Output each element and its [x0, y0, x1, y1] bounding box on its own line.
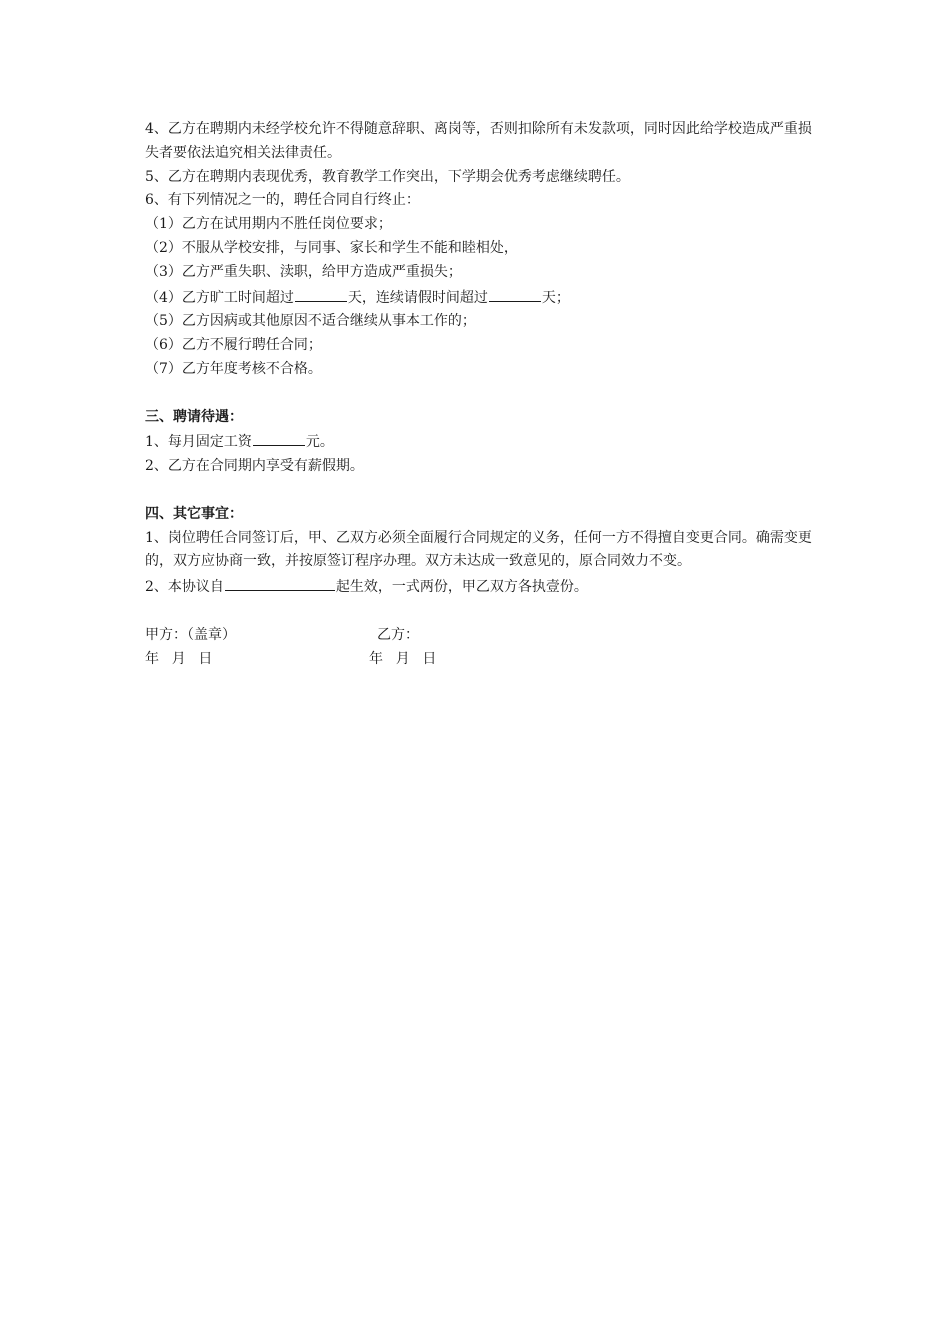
date-row — [145, 648, 815, 672]
contract-page — [145, 118, 815, 671]
clause-termination-intro: 6、有下列情况之一的，聘任合同自行终止： — [145, 192, 420, 209]
spacer — [145, 600, 815, 624]
contract-change-clause: 1、岗位聘任合同签订后，甲、乙双方必须全面履行合同规定的义务，任何一方不得擅自变更合同。确需变更的，双方应协商一致，并按原签订程序办理。双方未达成一致意见的，原合同效力不变。 — [145, 529, 812, 570]
section-3-heading: 三、聘请待遇： — [145, 408, 243, 425]
party-b-month: 月 — [395, 650, 410, 667]
spacer — [145, 479, 815, 503]
effective-date-clause — [145, 574, 815, 600]
clause-performance: 5、乙方在聘期内表现优秀，教育教学工作突出，下学期会优秀考虑继续聘任。 — [145, 168, 630, 185]
spacer — [145, 382, 815, 406]
salary-text-a: 1、每月固定工资 — [145, 434, 252, 451]
party-b-date — [369, 648, 437, 672]
leave-days-blank[interactable] — [489, 285, 541, 302]
clause-resignation: 4、乙方在聘期内未经学校允许不得随意辞职、离岗等，否则扣除所有未发款项，同时因此给学校造成严重损失者要依法追究相关法律责任。 — [145, 121, 812, 161]
termination-item-4-text-b: 天，连续请假时间超过 — [347, 289, 488, 306]
section-4-heading: 四、其它事宜： — [145, 505, 243, 522]
party-a-day: 日 — [198, 650, 213, 667]
party-b-day: 日 — [422, 650, 437, 667]
effective-text-a: 2、本协议自 — [145, 579, 224, 596]
party-a-month: 月 — [171, 650, 186, 667]
party-a-year: 年 — [145, 650, 159, 667]
termination-item-2: （2）不服从学校安排，与同事、家长和学生不能和睦相处， — [145, 239, 518, 256]
party-a-label: 甲方：（盖章） — [145, 626, 236, 643]
termination-item-4-text-a: （4）乙方旷工时间超过 — [145, 289, 294, 306]
termination-item-5: （5）乙方因病或其他原因不适合继续从事本工作的； — [145, 313, 476, 330]
termination-item-7: （7）乙方年度考核不合格。 — [145, 360, 322, 377]
termination-item-3: （3）乙方严重失职、渎职，给甲方造成严重损失； — [145, 263, 462, 280]
signature-row — [145, 624, 815, 648]
salary-clause — [145, 429, 815, 455]
termination-item-6: （6）乙方不履行聘任合同； — [145, 337, 322, 354]
party-b-label: 乙方： — [377, 626, 419, 643]
paid-leave-clause: 2、乙方在合同期内享受有薪假期。 — [145, 458, 364, 475]
salary-text-b: 元。 — [305, 434, 334, 451]
effective-text-b: 起生效，一式两份，甲乙双方各执壹份。 — [335, 579, 588, 596]
termination-item-4 — [145, 285, 815, 311]
party-b-year: 年 — [369, 650, 383, 667]
monthly-salary-blank[interactable] — [253, 429, 305, 446]
termination-item-4-text-c: 天； — [541, 289, 570, 306]
party-a-date — [145, 648, 213, 672]
termination-item-1: （1）乙方在试用期内不胜任岗位要求； — [145, 216, 392, 233]
effective-date-blank[interactable] — [225, 574, 335, 591]
absence-days-blank[interactable] — [295, 285, 347, 302]
